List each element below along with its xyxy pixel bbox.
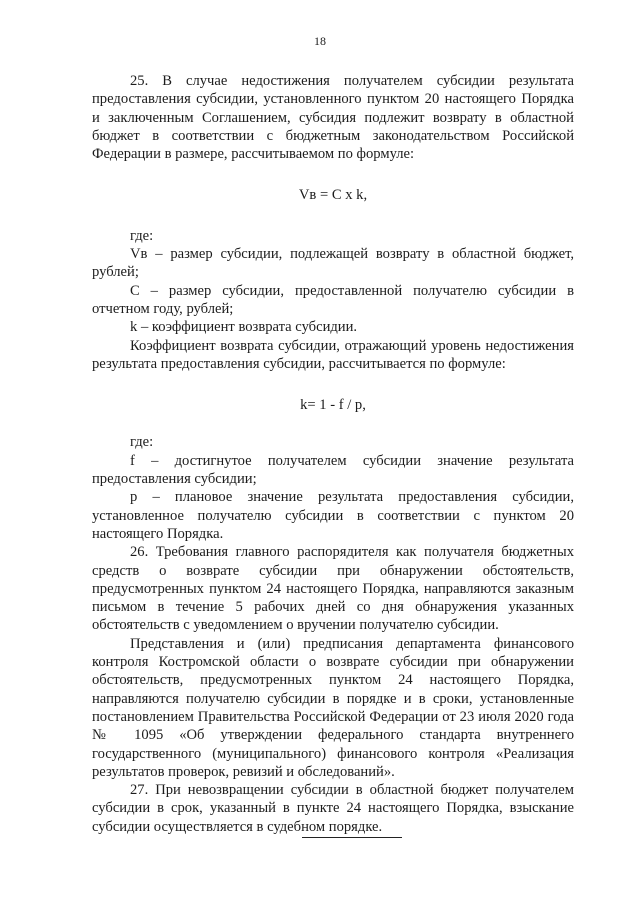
definition-f: f – достигнутое получателем субсидии значение результата предоставления субсидии; <box>92 452 574 488</box>
end-divider <box>302 837 402 838</box>
formula-coefficient: k= 1 - f / p, <box>300 397 366 414</box>
definition-c: С – размер субсидии, предоставленной получателю субсидии в отчетном году, рублей; <box>92 282 574 317</box>
definition-k: k – коэффициент возврата субсидии. <box>130 319 358 336</box>
formula-refund-amount: Vв = C x k, <box>298 187 368 204</box>
section-26-representations: Представления и (или) предписания департамента финансового контроля Костромской области о возврате субсидии при обнаружении обстоятельств, предусмотренных пунктом 24 настоящего Порядка, направляются получателю субсидии в порядке и в сроки, установленные постановлением Правительства Российской Федерации от 23 июля 2020 года № 1095 «Об утверждении федерального стандарта внутреннего государственного (муниципального) финансового контроля «Реализация результатов проверок, ревизий и обследований». <box>92 635 574 780</box>
coefficient-description: Коэффициент возврата субсидии, отражающий уровень недостижения результата предоставления субсидии, рассчитывается по формуле: <box>92 337 574 372</box>
section-26-paragraph: 26. Требования главного распорядителя как получателя бюджетных средств о возврате субсидии при обнаружении обстоятельств, предусмотренных пунктом 24 настоящего Порядка, направляются заказным письмом в течение 5 рабочих дней со дня обнаружения указанных обстоятельств с уведомлением о вручении получателю субсидии. <box>92 544 574 634</box>
document-body <box>92 72 574 836</box>
section-27-paragraph: 27. При невозвращении субсидии в областной бюджет получателем субсидии в срок, указанный в пункте 24 настоящего Порядка, взыскание субсидии осуществляется в судебном порядке. <box>92 782 574 835</box>
page-number: 18 <box>314 34 326 48</box>
where-label: где: <box>130 227 154 244</box>
where-label: где: <box>130 434 154 451</box>
section-25-intro: 25. В случае недостижения получателем субсидии результата предоставления субсидии, установленного пунктом 20 настоящего Порядка и заключенным Соглашением, субсидия подлежит возврату в областной бюджет в соответствии с бюджетным законодательством Российской Федерации в размере, рассчитываемом по формуле: <box>92 73 574 163</box>
definition-vv: Vв – размер субсидии, подлежащей возврату в областной бюджет, рублей; <box>92 246 574 281</box>
definition-p: р – плановое значение результата предоставления субсидии, установленное получателю субсидии в соответствии с пунктом 20 настоящего Порядка. <box>92 489 574 542</box>
